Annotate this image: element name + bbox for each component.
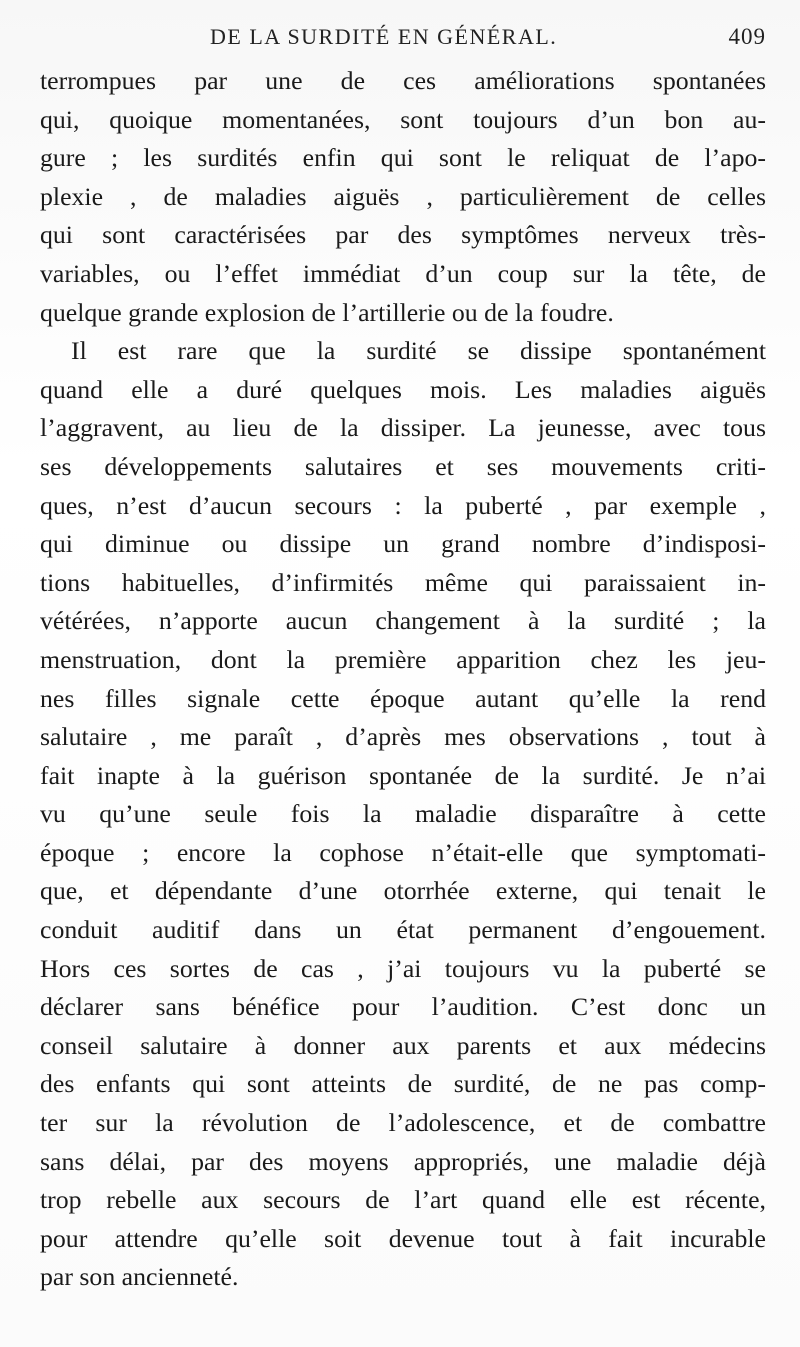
text-line: salutaire , me paraît , d’après mes observations , tout à <box>40 722 766 752</box>
text-line: terrompues par une de ces améliorations spontanées <box>40 66 766 95</box>
text-line: par son ancienneté. <box>40 1262 239 1292</box>
text-line: ques, n’est d’aucun secours : la puberté , par exemple , <box>40 490 766 520</box>
text-line: fait inapte à la guérison spontanée de la surdité. Je n’ai <box>40 760 766 790</box>
running-head <box>40 24 766 58</box>
text-line: menstruation, dont la première apparition chez les jeu- <box>40 644 766 674</box>
text-line: quelque grande explosion de l’artillerie ou de la foudre. <box>40 297 614 327</box>
text-line: gure ; les surdités enfin qui sont le reliquat de l’apo- <box>40 143 766 173</box>
running-title: DE LA SURDITÉ EN GÉNÉRAL. <box>210 24 558 49</box>
text-line: Il est rare que la surdité se dissipe spontanément <box>71 336 766 366</box>
text-line: conduit auditif dans un état permanent d’engouement. <box>40 915 766 945</box>
text-line: trop rebelle aux secours de l’art quand elle est récente, <box>40 1185 766 1215</box>
body-text <box>40 62 766 1297</box>
text-line: des enfants qui sont atteints de surdité, de ne pas comp- <box>40 1069 766 1099</box>
text-line: Hors ces sortes de cas , j’ai toujours vu la puberté se <box>40 953 766 983</box>
text-line: vu qu’une seule fois la maladie disparaître à cette <box>40 799 766 829</box>
text-line: plexie , de maladies aiguës , particulièrement de celles <box>40 181 766 211</box>
text-line: ses développements salutaires et ses mouvements criti- <box>40 451 766 481</box>
text-line: que, et dépendante d’une otorrhée externe, qui tenait le <box>40 876 766 906</box>
page-number: 409 <box>728 24 766 49</box>
text-line: conseil salutaire à donner aux parents et aux médecins <box>40 1030 766 1060</box>
text-line: ter sur la révolution de l’adolescence, et de combattre <box>40 1108 766 1138</box>
text-line: nes filles signale cette époque autant qu’elle la rend <box>40 683 766 713</box>
text-line: qui, quoique momentanées, sont toujours d’un bon au- <box>40 104 766 134</box>
text-line: pour attendre qu’elle soit devenue tout à fait incurable <box>40 1223 766 1253</box>
text-line: qui diminue ou dissipe un grand nombre d’indisposi- <box>40 529 766 559</box>
text-line: vétérées, n’apporte aucun changement à la surdité ; la <box>40 606 766 636</box>
text-line: époque ; encore la cophose n’était-elle que symptomati- <box>40 837 766 867</box>
text-line: qui sont caractérisées par des symptômes nerveux très- <box>40 220 766 250</box>
text-line: l’aggravent, au lieu de la dissiper. La jeunesse, avec tous <box>40 413 766 443</box>
text-line: tions habituelles, d’infirmités même qui paraissaient in- <box>40 567 766 597</box>
text-line: déclarer sans bénéfice pour l’audition. C’est donc un <box>40 992 766 1022</box>
text-line: variables, ou l’effet immédiat d’un coup sur la tête, de <box>40 258 766 288</box>
text-line: quand elle a duré quelques mois. Les maladies aiguës <box>40 374 766 404</box>
text-line: sans délai, par des moyens appropriés, une maladie déjà <box>40 1146 766 1176</box>
